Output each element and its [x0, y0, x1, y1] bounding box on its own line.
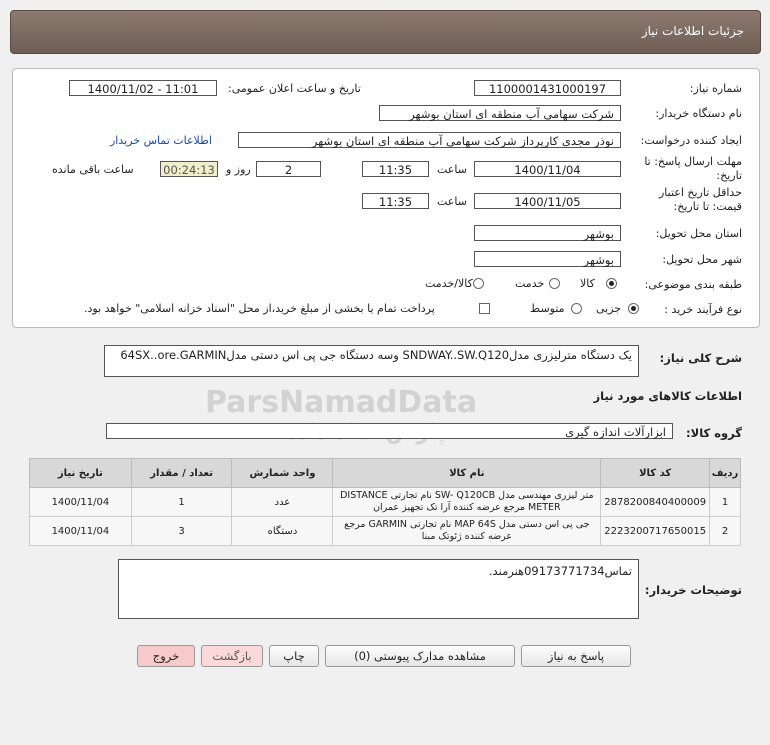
need-number-label: شماره نیاز:: [689, 82, 742, 95]
item-name: جی پی اس دستی مدل MAP 64S نام تجارتی GARMIN مرجع عرضه کننده ژئوتک مبنا: [333, 517, 601, 546]
process-radio-medium[interactable]: [571, 303, 582, 314]
items-table: [29, 458, 741, 546]
col-quantity: تعداد / مقدار: [131, 459, 232, 488]
process-minor-label: جزیی: [596, 302, 622, 315]
page-header: [10, 10, 761, 54]
announce-datetime-value: 1400/11/02 - 11:01: [69, 80, 217, 96]
province-label: استان محل تحویل:: [655, 227, 742, 240]
reply-button[interactable]: پاسخ به نیاز: [521, 645, 631, 667]
validity-time-label: ساعت: [437, 195, 467, 208]
reply-deadline-label: مهلت ارسال پاسخ: تا تاریخ:: [644, 155, 742, 182]
row-number: 1: [710, 488, 741, 517]
category-radio-both[interactable]: [473, 278, 484, 289]
buyer-org-label: نام دستگاه خریدار:: [655, 107, 742, 120]
category-label: طبقه بندی موضوعی:: [644, 278, 742, 291]
goods-info-heading: اطلاعات کالاهای مورد نیاز: [593, 389, 742, 403]
page-title: جزئیات اطلاعات نیاز: [641, 24, 744, 38]
process-medium-label: متوسط: [530, 302, 565, 315]
price-validity-label: حداقل تاریخ اعتبار قیمت: تا تاریخ:: [658, 186, 742, 213]
announce-datetime-label: تاریخ و ساعت اعلان عمومی:: [228, 82, 361, 95]
treasury-payment-note: پرداخت تمام یا بخشی از مبلغ خرید،از محل "اسناد خزانه اسلامی" خواهد بود.: [84, 302, 435, 315]
col-item-name: نام کالا: [333, 459, 601, 488]
general-desc-label: شرح کلی نیاز:: [659, 351, 742, 365]
print-button[interactable]: چاپ: [269, 645, 319, 667]
need-number-value: 1100001431000197: [474, 80, 621, 96]
days-value: 2: [256, 161, 321, 177]
process-type-label: نوع فرآیند خرید :: [664, 303, 742, 316]
buyer-notes-value: تماس09173771734هنرمند.: [118, 559, 639, 619]
view-documents-button[interactable]: مشاهده مدارک پیوستی (0): [325, 645, 515, 667]
item-unit: دستگاه: [232, 517, 333, 546]
remaining-time-value: 00:24:13: [160, 161, 218, 177]
province-value: بوشهر: [474, 225, 621, 241]
items-table-header: [30, 459, 741, 488]
row-number: 2: [710, 517, 741, 546]
back-button[interactable]: بازگشت: [201, 645, 263, 667]
category-radio-goods[interactable]: [606, 278, 617, 289]
days-label: روز و: [226, 163, 251, 176]
treasury-payment-checkbox[interactable]: [479, 303, 490, 314]
process-radio-minor[interactable]: [628, 303, 639, 314]
category-goods-label: کالا: [580, 277, 595, 290]
col-item-code: کد کالا: [601, 459, 710, 488]
city-label: شهر محل تحویل:: [662, 253, 742, 266]
table-row: [30, 517, 741, 546]
category-both-label: کالا/خدمت: [425, 277, 473, 290]
buyer-notes-label: توضیحات خریدار:: [644, 583, 742, 597]
general-desc-value: یک دستگاه مترلیزری مدلSNDWAY..SW.Q120 وسه دستگاه جی پی اس دستی مدل64SX..ore.GARMIN: [104, 345, 639, 377]
item-code: 2223200717650015: [601, 517, 710, 546]
reply-time-label: ساعت: [437, 163, 467, 176]
col-row-number: ردیف: [710, 459, 741, 488]
remaining-label: ساعت باقی مانده: [52, 163, 134, 176]
reply-time-value: 11:35: [362, 161, 429, 177]
item-need-date: 1400/11/04: [30, 488, 132, 517]
exit-button[interactable]: خروج: [137, 645, 195, 667]
validity-time-value: 11:35: [362, 193, 429, 209]
item-code: 2878200840400009: [601, 488, 710, 517]
watermark-brand: ParsNamadData: [205, 385, 478, 420]
requester-value: نوذر مجدی کارپرداز شرکت سهامی آب منطقه ای استان بوشهر: [238, 132, 621, 148]
item-quantity: 1: [131, 488, 232, 517]
category-service-label: خدمت: [515, 277, 545, 290]
buyer-org-value: شرکت سهامی آب منطقه ای استان بوشهر: [379, 105, 621, 121]
validity-date-value: 1400/11/05: [474, 193, 621, 209]
reply-date-value: 1400/11/04: [474, 161, 621, 177]
col-unit: واحد شمارش: [232, 459, 333, 488]
city-value: بوشهر: [474, 251, 621, 267]
col-need-date: تاریخ نیاز: [30, 459, 132, 488]
item-quantity: 3: [131, 517, 232, 546]
item-need-date: 1400/11/04: [30, 517, 132, 546]
goods-group-value: ابزارآلات اندازه گیری: [106, 423, 673, 439]
goods-group-label: گروه کالا:: [686, 426, 742, 440]
item-name: متر لیزری مهندسی مدل SW- Q120CB نام تجارتی DISTANCE METER مرجع عرضه کننده آرا تک تجهیز عمران: [333, 488, 601, 517]
category-radio-service[interactable]: [549, 278, 560, 289]
item-unit: عدد: [232, 488, 333, 517]
buyer-contact-link[interactable]: اطلاعات تماس خریدار: [110, 134, 212, 147]
table-row: [30, 488, 741, 517]
requester-label: ایجاد کننده درخواست:: [640, 134, 742, 147]
